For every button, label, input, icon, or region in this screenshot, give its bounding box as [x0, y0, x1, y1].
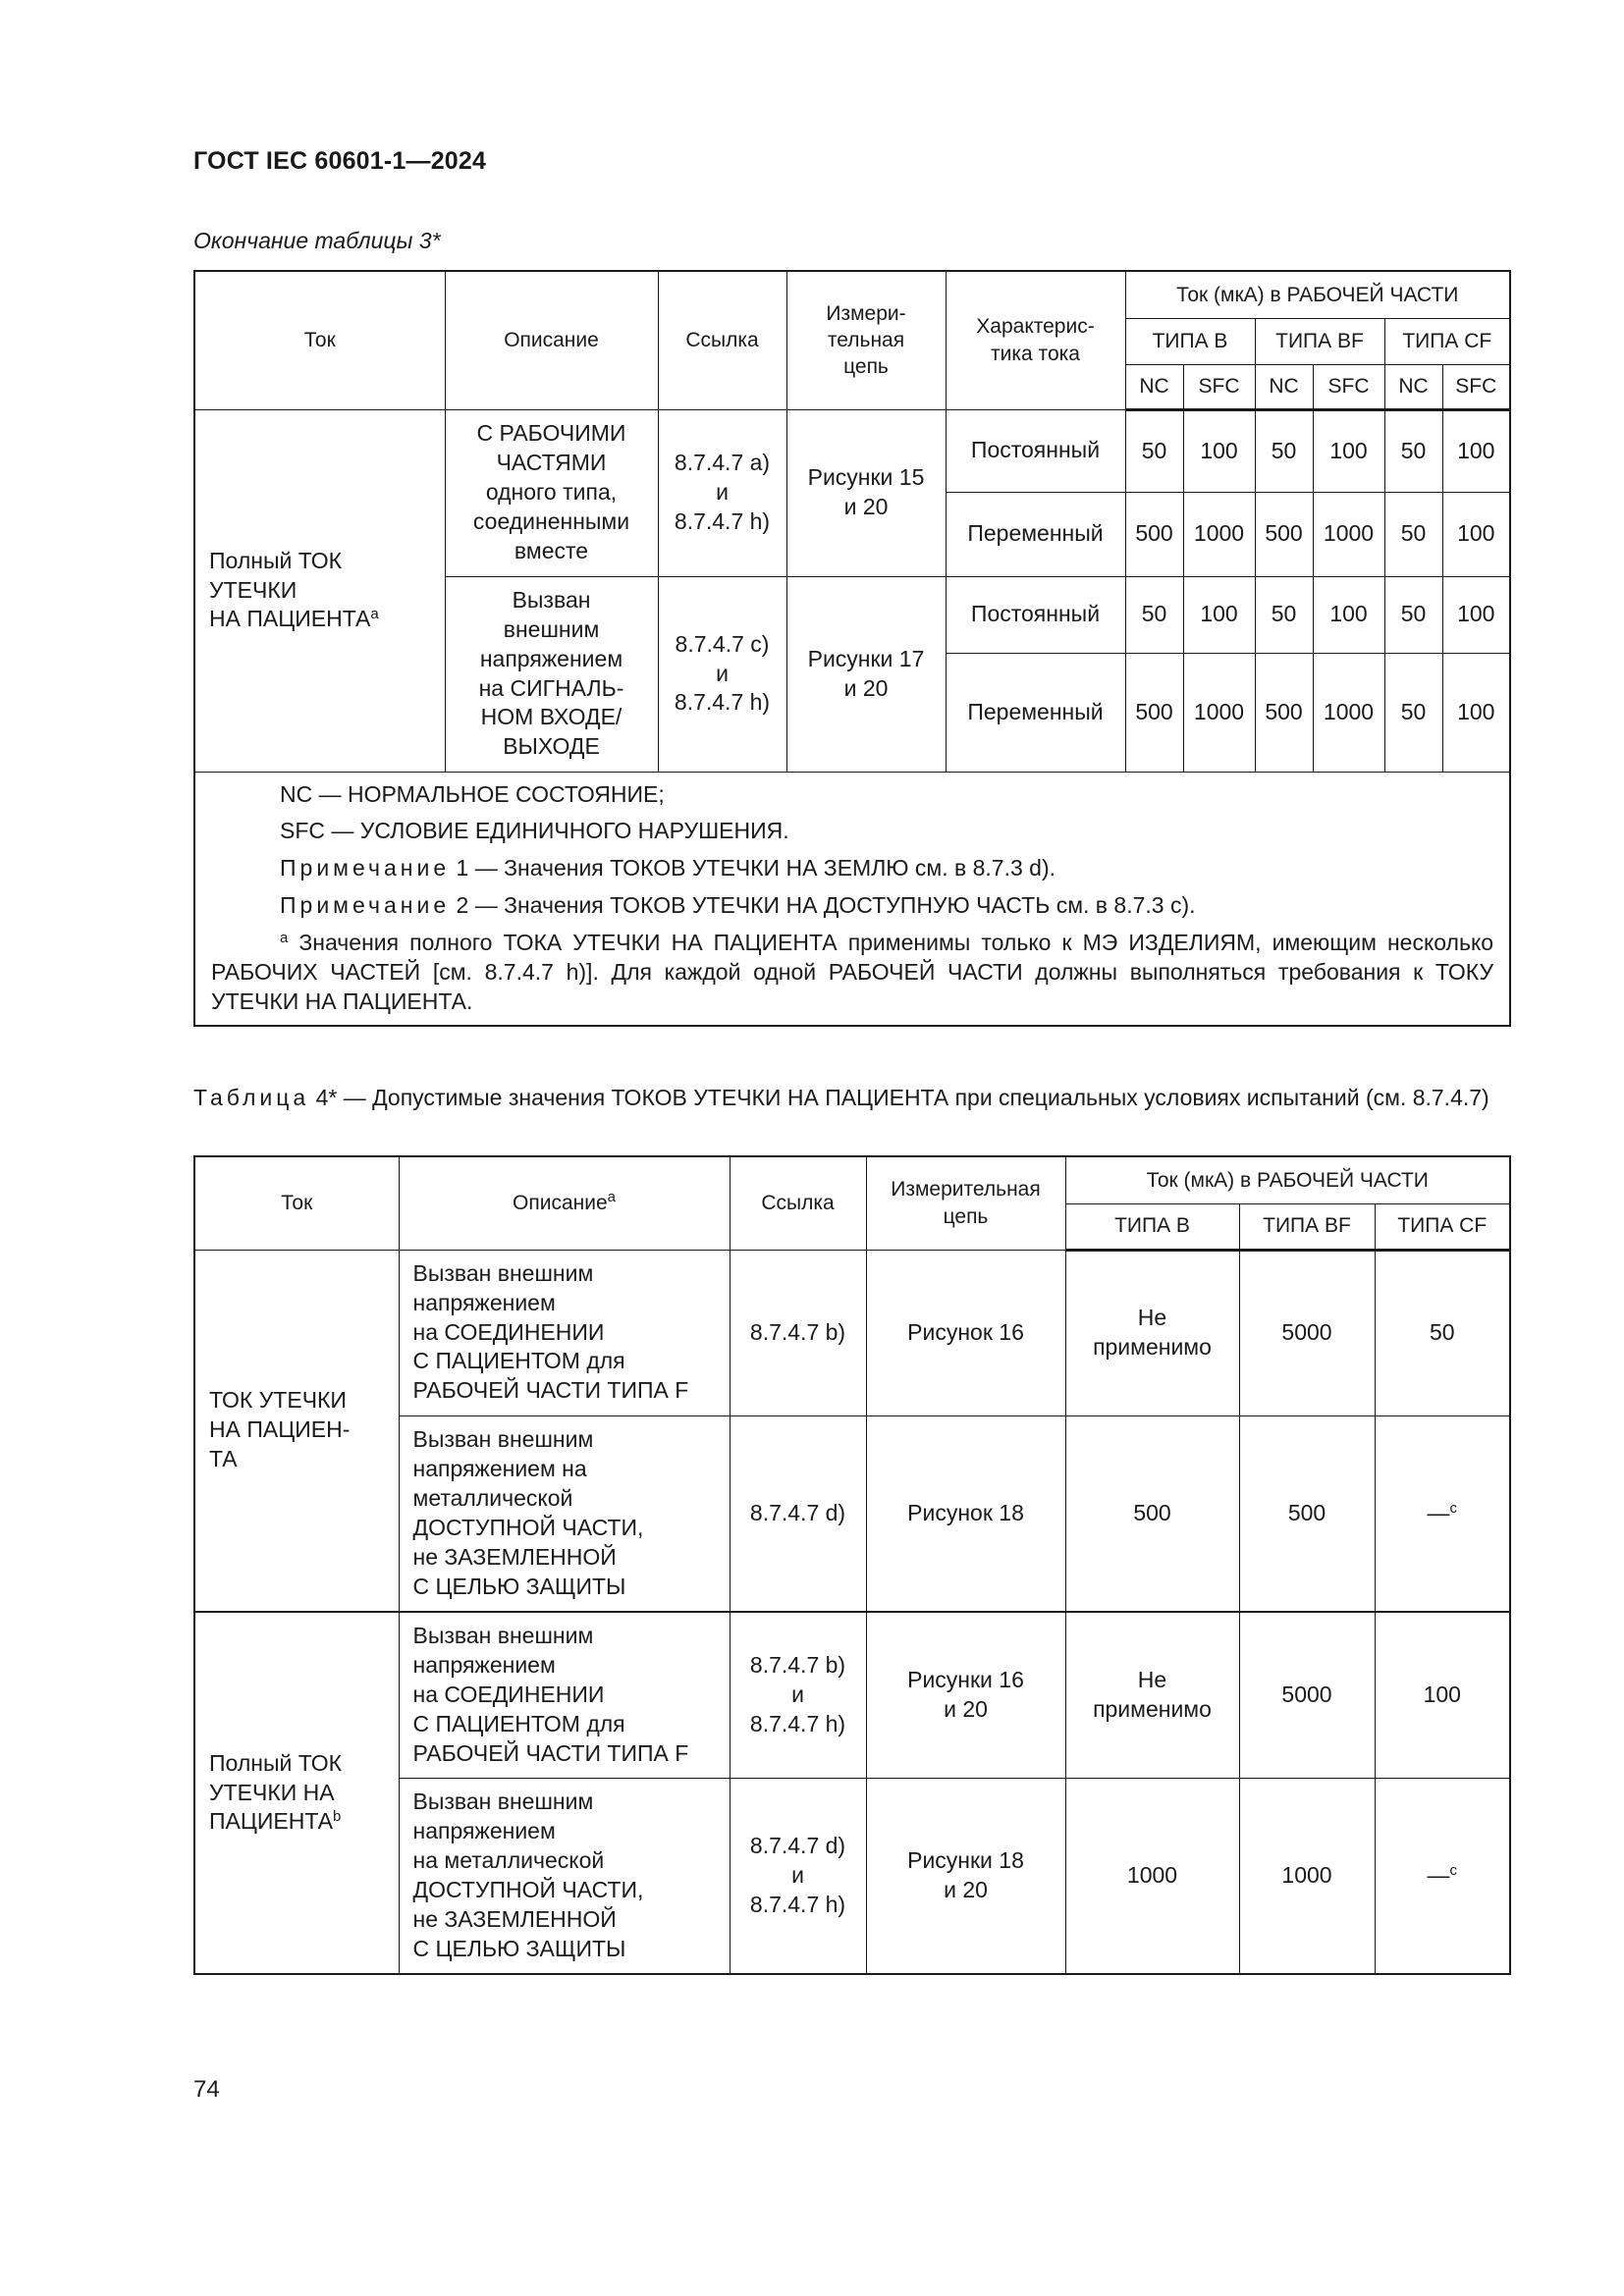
t4-value-bf: 500	[1239, 1415, 1375, 1612]
t4-header-group: Ток (мкА) в РАБОЧЕЙ ЧАСТИ	[1065, 1156, 1510, 1203]
t3-cep: Рисунки 15 и 20	[786, 409, 946, 576]
t4-opisanie: Вызван внешним напряжением на металлической ДОСТУПНОЙ ЧАСТИ, не ЗАЗЕМЛЕННОЙ С ЦЕЛЬЮ ЗАЩИТЫ	[399, 1415, 730, 1612]
t3-header-sub: SFC	[1313, 364, 1384, 409]
page-header: ГОСТ IEC 60601-1—2024	[193, 147, 487, 175]
t4-opisanie: Вызван внешним напряжением на СОЕДИНЕНИИ С ПАЦИЕНТОМ для РАБОЧЕЙ ЧАСТИ ТИПА F	[399, 1612, 730, 1778]
t3-header-sub: SFC	[1183, 364, 1255, 409]
t4-tok-cell: ТОК УТЕЧКИ НА ПАЦИЕН- ТА	[194, 1250, 399, 1612]
t3-value: 500	[1255, 653, 1313, 772]
t4-value-b: 1000	[1065, 1778, 1239, 1974]
t3-value: 100	[1183, 576, 1255, 653]
t4-value-bf: 5000	[1239, 1250, 1375, 1415]
t3-header-char: Характерис- тика тока	[946, 271, 1125, 409]
table4-caption-label: Таблица	[193, 1085, 310, 1110]
t3-value: 1000	[1183, 492, 1255, 576]
note-text: 2 — Значения ТОКОВ УТЕЧКИ НА ДОСТУПНУЮ ЧАСТЬ см. в 8.7.3 c).	[456, 892, 1196, 919]
t4-value-cf: —$^c$	[1375, 1778, 1510, 1974]
t4-value-bf: 5000	[1239, 1612, 1375, 1778]
t4-cep: Рисунки 16 и 20	[866, 1612, 1065, 1778]
t4-cep: Рисунки 18 и 20	[866, 1778, 1065, 1974]
t4-value-b: Не применимо	[1065, 1612, 1239, 1778]
t4-header-tok: Ток	[194, 1156, 399, 1250]
t3-header-ssylka: Ссылка	[658, 271, 786, 409]
t3-header-sub: NC	[1255, 364, 1313, 409]
t4-ssylka: 8.7.4.7 d)	[730, 1415, 866, 1612]
t4-ssylka: 8.7.4.7 b) и 8.7.4.7 h)	[730, 1612, 866, 1778]
t3-value: 1000	[1313, 653, 1384, 772]
t4-header-type-bf: ТИПА BF	[1239, 1203, 1375, 1250]
t3-value: 50	[1384, 576, 1442, 653]
note-sfc: SFC — УСЛОВИЕ ЕДИНИЧНОГО НАРУШЕНИЯ.	[280, 818, 789, 844]
t4-header-cep: Измерительная цепь	[866, 1156, 1065, 1250]
note-1	[211, 854, 1493, 883]
t4-header-type-b: ТИПА B	[1065, 1203, 1239, 1250]
note-2	[211, 891, 1493, 921]
t3-value: 100	[1442, 409, 1510, 492]
t4-value-b: 500	[1065, 1415, 1239, 1612]
note-text: 1 — Значения ТОКОВ УТЕЧКИ НА ЗЕМЛЮ см. в 8.7.3 d).	[456, 855, 1056, 881]
t4-value-cf: 100	[1375, 1612, 1510, 1778]
footnote-mark: a	[280, 930, 289, 947]
t3-value: 100	[1442, 576, 1510, 653]
t4-opisanie: Вызван внешним напряжением на металлической ДОСТУПНОЙ ЧАСТИ, не ЗАЗЕМЛЕННОЙ С ЦЕЛЬЮ ЗАЩИТЫ	[399, 1778, 730, 1974]
t3-header-sub: NC	[1384, 364, 1442, 409]
t3-value: 50	[1255, 409, 1313, 492]
t3-header-type-cf: ТИПА CF	[1384, 318, 1510, 364]
t4-tok-cell: Полный ТОК УТЕЧКИ НА ПАЦИЕНТА$^b$	[194, 1612, 399, 1974]
t3-value: 1000	[1183, 653, 1255, 772]
t4-ssylka: 8.7.4.7 b)	[730, 1250, 866, 1415]
t3-header-type-b: ТИПА B	[1125, 318, 1255, 364]
t3-char: Переменный	[946, 492, 1125, 576]
table3-continuation-caption: Окончание таблицы 3*	[193, 228, 441, 253]
t3-value: 100	[1313, 576, 1384, 653]
t4-value-bf: 1000	[1239, 1778, 1375, 1974]
t3-header-opisanie: Описание	[445, 271, 658, 409]
note-label: Примечание	[280, 855, 451, 881]
t3-ssylka: 8.7.4.7 a) и 8.7.4.7 h)	[658, 409, 786, 576]
t3-value: 500	[1255, 492, 1313, 576]
t3-header-cep: Измери- тельная цепь	[786, 271, 946, 409]
t3-char: Постоянный	[946, 409, 1125, 492]
t3-opisanie: С РАБОЧИМИ ЧАСТЯМИ одного типа, соединенными вместе	[445, 409, 658, 576]
t4-value-cf: —$^c$	[1375, 1415, 1510, 1612]
t3-value: 500	[1125, 653, 1183, 772]
t3-value: 100	[1442, 492, 1510, 576]
t3-tok-cell: Полный ТОК УТЕЧКИ НА ПАЦИЕНТА$^a$	[194, 409, 445, 772]
t4-ssylka: 8.7.4.7 d) и 8.7.4.7 h)	[730, 1778, 866, 1974]
table3	[193, 270, 1511, 1027]
t3-value: 100	[1313, 409, 1384, 492]
page-number: 74	[193, 2076, 220, 2103]
t3-value: 100	[1183, 409, 1255, 492]
t3-value: 50	[1384, 653, 1442, 772]
table4	[193, 1155, 1511, 1975]
t3-char: Постоянный	[946, 576, 1125, 653]
note-nc: NC — НОРМАЛЬНОЕ СОСТОЯНИЕ;	[280, 780, 665, 807]
t3-header-group: Ток (мкА) в РАБОЧЕЙ ЧАСТИ	[1125, 271, 1510, 318]
t3-value: 50	[1125, 409, 1183, 492]
t4-header-type-cf: ТИПА CF	[1375, 1203, 1510, 1250]
footnote-ref: a	[607, 1189, 616, 1206]
t3-opisanie: Вызван внешним напряжением на СИГНАЛЬ- НОМ ВХОДЕ/ ВЫХОДЕ	[445, 576, 658, 772]
t3-value: 1000	[1313, 492, 1384, 576]
t4-header-ssylka: Ссылка	[730, 1156, 866, 1250]
t4-value-b: Не применимо	[1065, 1250, 1239, 1415]
footnote-ref: a	[370, 606, 379, 623]
t3-value: 500	[1125, 492, 1183, 576]
footnote-text: Значения полного ТОКА УТЕЧКИ НА ПАЦИЕНТА применимы только к МЭ ИЗДЕЛИЯМ, имеющим несколько РАБОЧИХ ЧАСТЕЙ [см. 8.7.4.7 h)]. Для каждой одной РАБОЧЕЙ ЧАСТИ должны выполняться требования к ТОКУ УТЕЧКИ НА ПАЦИЕНТА.	[211, 930, 1494, 1014]
footnote-ref: c	[1449, 1499, 1458, 1517]
t4-value-cf: 50	[1375, 1250, 1510, 1415]
t4-header-opisanie: Описание$^a$	[399, 1156, 730, 1250]
t3-ssylka: 8.7.4.7 c) и 8.7.4.7 h)	[658, 576, 786, 772]
t3-notes	[194, 772, 1510, 1026]
t3-char: Переменный	[946, 653, 1125, 772]
t3-value: 100	[1442, 653, 1510, 772]
t4-cep: Рисунок 16	[866, 1250, 1065, 1415]
t3-header-sub: NC	[1125, 364, 1183, 409]
note-label: Примечание	[280, 892, 451, 919]
t3-header-sub: SFC	[1442, 364, 1510, 409]
t3-value: 50	[1255, 576, 1313, 653]
t4-opisanie: Вызван внешним напряжением на СОЕДИНЕНИИ С ПАЦИЕНТОМ для РАБОЧЕЙ ЧАСТИ ТИПА F	[399, 1250, 730, 1415]
table4-caption	[193, 1083, 1509, 1113]
table4-caption-text: 4* — Допустимые значения ТОКОВ УТЕЧКИ НА ПАЦИЕНТА при специальных условиях испытаний (см. 8.7.4.7)	[315, 1085, 1489, 1110]
footnote-ref: b	[333, 1808, 342, 1826]
t3-cep: Рисунки 17 и 20	[786, 576, 946, 772]
t3-header-type-bf: ТИПА BF	[1255, 318, 1384, 364]
footnote-a	[211, 929, 1493, 1017]
footnote-ref: c	[1449, 1861, 1458, 1879]
t3-value: 50	[1384, 492, 1442, 576]
t3-value: 50	[1125, 576, 1183, 653]
t3-value: 50	[1384, 409, 1442, 492]
t3-header-tok: Ток	[194, 271, 445, 409]
t4-cep: Рисунок 18	[866, 1415, 1065, 1612]
